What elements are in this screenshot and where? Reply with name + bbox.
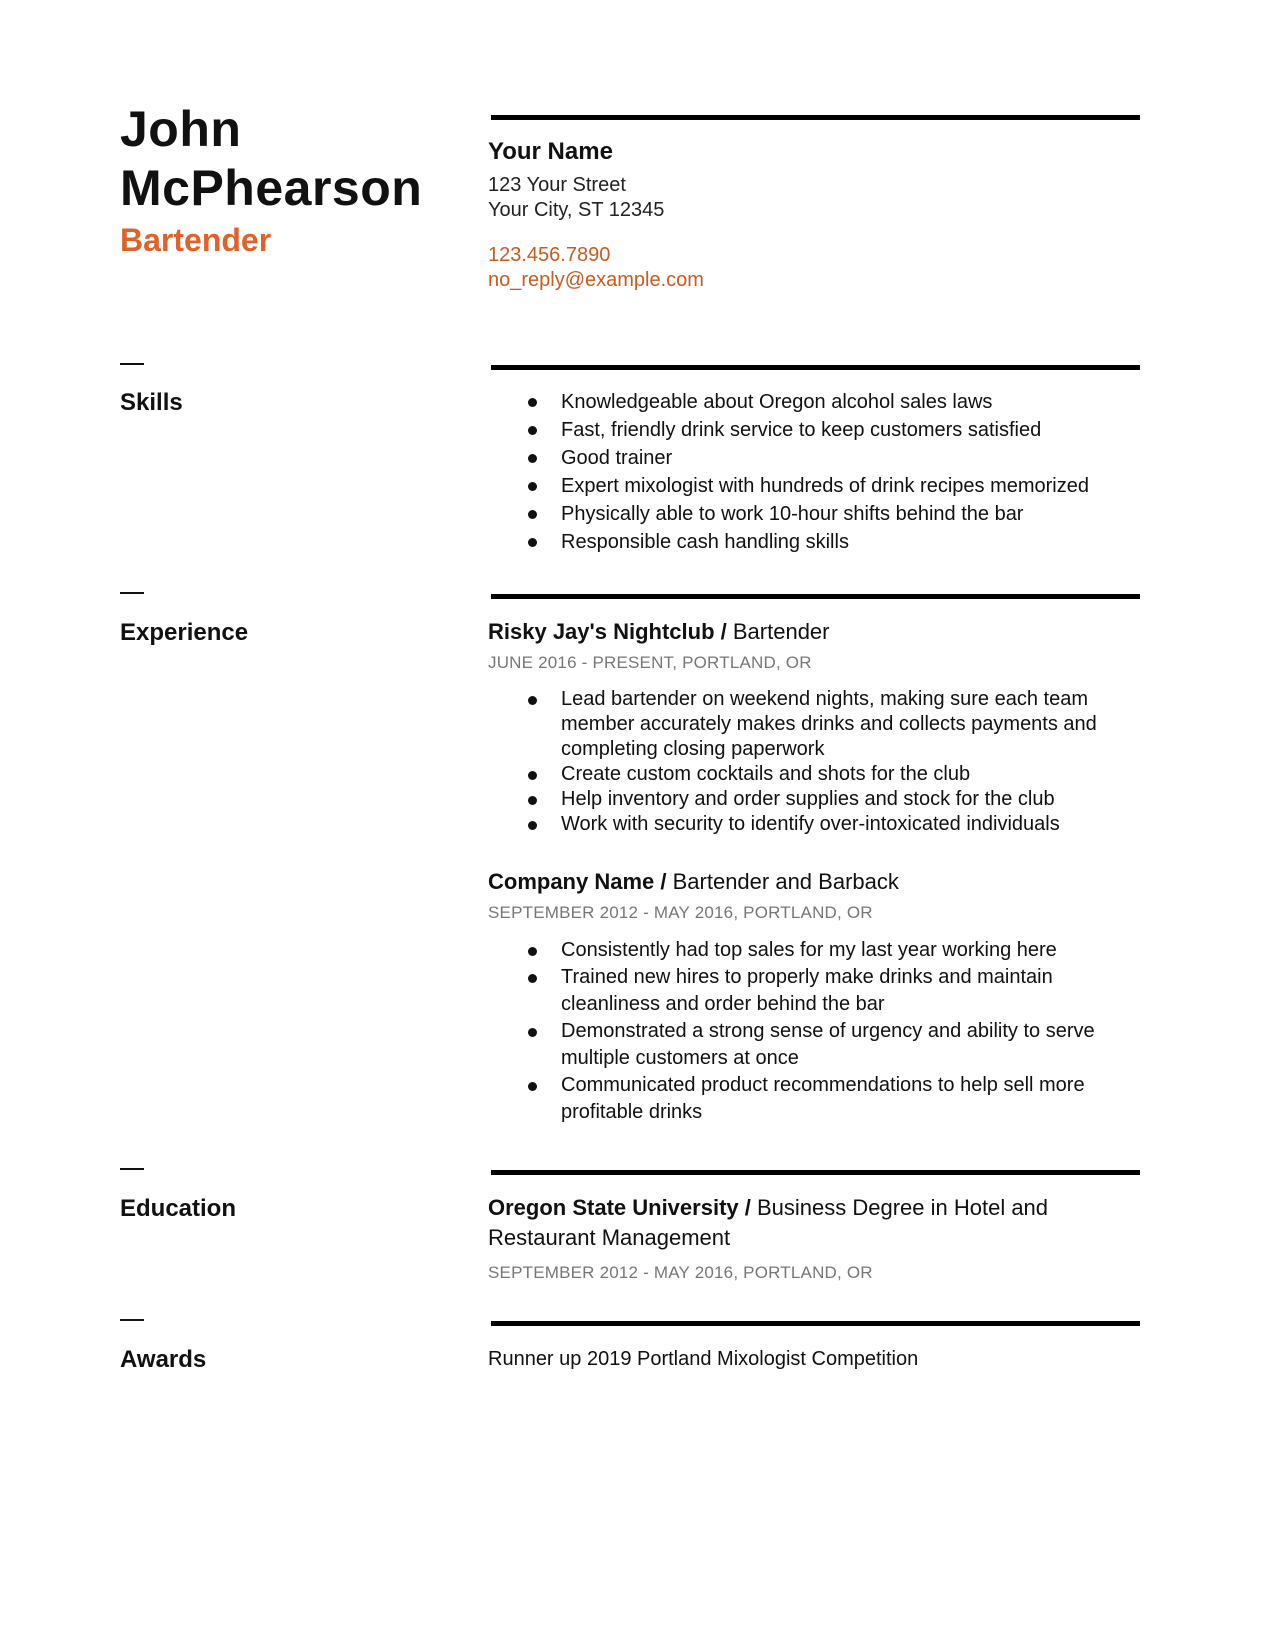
contact-rule <box>491 115 1140 120</box>
contact-street: 123 Your Street <box>488 174 626 196</box>
education-dash <box>120 1168 144 1170</box>
education-rule <box>491 1170 1140 1175</box>
job-heading <box>488 869 899 895</box>
skills-rule <box>491 365 1140 370</box>
section-title-education: Education <box>120 1195 237 1222</box>
section-title-experience: Experience <box>120 619 249 646</box>
job-position: Bartender and Barback <box>666 869 899 894</box>
job-duty: Lead bartender on weekend nights, making sure each team member accurately makes drinks and collects payments and completing closing paperwork <box>488 687 1128 762</box>
awards-rule <box>491 1321 1140 1326</box>
skill-item: Knowledgeable about Oregon alcohol sales laws <box>488 388 1128 416</box>
contact-phone: 123.456.7890 <box>488 244 611 266</box>
job-position: Bartender <box>726 619 830 644</box>
job-duty: Communicated product recommendations to help sell more profitable drinks <box>488 1072 1128 1126</box>
skill-item: Physically able to work 10-hour shifts behind the bar <box>488 500 1128 528</box>
last-name: McPhearson <box>120 160 423 216</box>
job-employer: Company Name / <box>488 869 667 894</box>
education-degree: Business Degree in Hotel and Restaurant Management <box>488 1195 1049 1250</box>
section-title-skills: Skills <box>120 389 183 416</box>
skill-item: Responsible cash handling skills <box>488 528 1128 556</box>
education-school: Oregon State University / <box>488 1195 751 1220</box>
job-duty: Demonstrated a strong sense of urgency and ability to serve multiple customers at once <box>488 1018 1128 1072</box>
skills-list <box>488 388 1128 556</box>
education-heading <box>488 1193 1128 1253</box>
job-dates-location: JUNE 2016 - PRESENT, PORTLAND, OR <box>488 653 812 672</box>
job-dates-location: SEPTEMBER 2012 - MAY 2016, PORTLAND, OR <box>488 903 873 922</box>
job-duties-list <box>488 937 1128 1126</box>
skills-dash <box>120 363 144 365</box>
skill-item: Good trainer <box>488 444 1128 472</box>
job-role: Bartender <box>120 222 272 258</box>
awards-dash <box>120 1319 144 1321</box>
job-employer: Risky Jay's Nightclub / <box>488 619 727 644</box>
contact-name: Your Name <box>488 138 613 165</box>
skill-item: Fast, friendly drink service to keep customers satisfied <box>488 416 1128 444</box>
contact-email: no_reply@example.com <box>488 269 704 291</box>
award-item: Runner up 2019 Portland Mixologist Competition <box>488 1348 919 1370</box>
job-duty: Help inventory and order supplies and stock for the club <box>488 787 1128 812</box>
job-duty: Trained new hires to properly make drinks and maintain cleanliness and order behind the bar <box>488 964 1128 1018</box>
experience-dash <box>120 592 144 594</box>
contact-city: Your City, ST 12345 <box>488 199 665 221</box>
section-title-awards: Awards <box>120 1346 207 1373</box>
education-dates-location: SEPTEMBER 2012 - MAY 2016, PORTLAND, OR <box>488 1263 873 1282</box>
first-name: John <box>120 101 242 157</box>
job-heading <box>488 619 830 645</box>
experience-rule <box>491 594 1140 599</box>
job-duty: Create custom cocktails and shots for the club <box>488 762 1128 787</box>
job-duty: Work with security to identify over-intoxicated individuals <box>488 812 1128 837</box>
skill-item: Expert mixologist with hundreds of drink recipes memorized <box>488 472 1128 500</box>
job-duty: Consistently had top sales for my last year working here <box>488 937 1128 964</box>
job-duties-list <box>488 687 1128 837</box>
